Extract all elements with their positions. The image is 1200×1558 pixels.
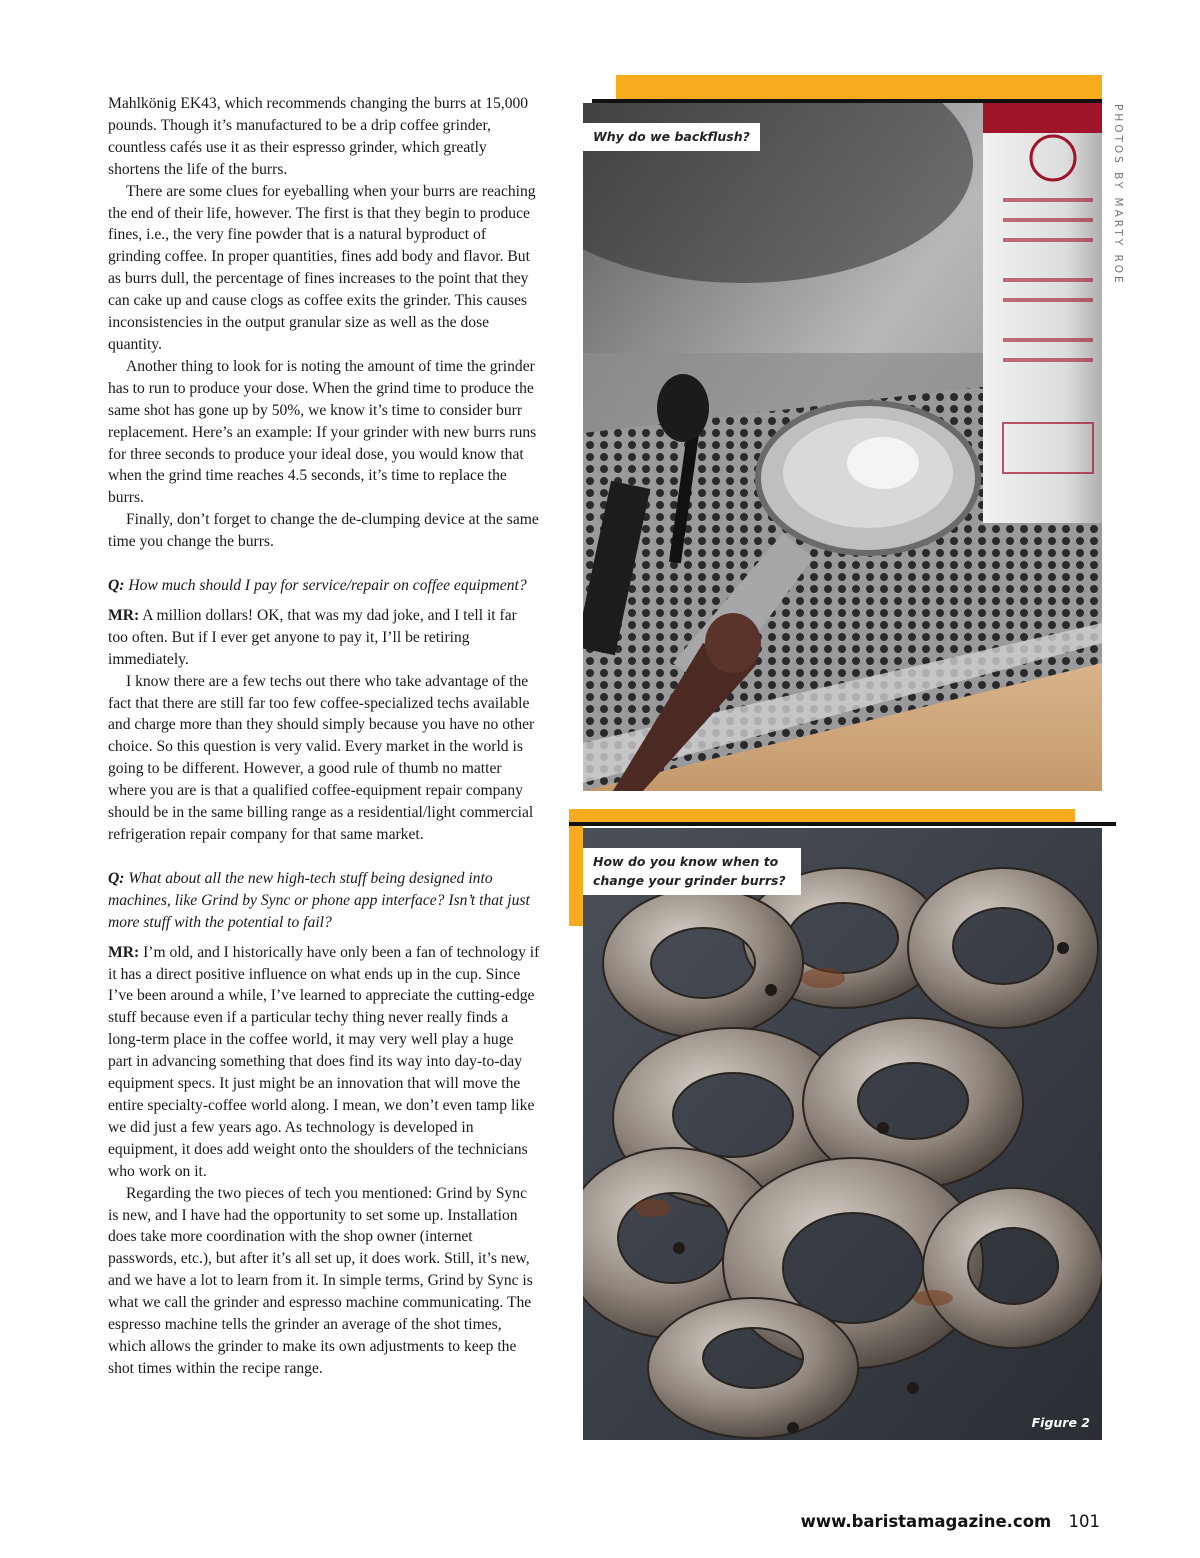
answer-label: MR: [108, 606, 140, 624]
backflush-photo [583, 103, 1102, 791]
question-label: Q: [108, 577, 125, 595]
answer-text: I’m old, and I historically have only been a fan of technology if it has a direct positive influence on what ends up in the cup. Since I’ve been around a while, I’ve learned to appreciate the cutting-edge stuff because even if a particular techy thing never really finds a long-term place in the coffee world, it may very well play a huge part in advancing something that does find its way into day-to-day equipment specs. It just might be an innovation that will move the entire specialty-coffee world along. I mean, we don’t even tamp like we did just a few years ago. As technology is developed in equipment, it does add weight onto the shoulders of the technicians who work on it. [108, 943, 540, 1180]
answer [108, 605, 540, 671]
answer-label: MR: [108, 943, 140, 961]
paragraph: Mahlkönig EK43, which recommends changing the burrs at 15,000 pounds. Though it’s manufactured to be a drip coffee grinder, countless cafés use it as their espresso grinder, which greatly shortens the life of the burrs. [108, 95, 529, 178]
photo-credit: PHOTOS BY MARTY ROE [1112, 104, 1124, 286]
photo-caption: Why do we backflush? [583, 123, 760, 151]
answer [108, 942, 540, 1183]
burrs-photo [583, 828, 1102, 1440]
photo-caption: How do you know when to change your grinder burrs? [583, 848, 801, 895]
paragraph: There are some clues for eyeballing when your burrs are reaching the end of their life, however. The first is that they begin to produce fines, i.e., the very fine powder that is a natural byproduct of grinding coffee. In proper quantities, fines add body and flavor. But as burrs dull, the percentage of fines increases to the point that they can cake up and cause clogs as coffee exits the grinder. This causes inconsistencies in the output granular size as well as the dose quantity. [108, 182, 536, 353]
question [108, 868, 540, 934]
paragraph: Another thing to look for is noting the amount of time the grinder has to run to produce your dose. When the grind time to produce the same shot has gone up by 50%, we know it’s time to consider burr replacement. Here’s an example: If your grinder with new burrs runs for three seconds to produce your ideal dose, you would know that when the grind time reaches 4.5 seconds, it’s time to replace the burrs. [108, 357, 537, 507]
question [108, 575, 540, 597]
rule-line [569, 822, 1116, 826]
page-footer [801, 1512, 1100, 1531]
question-text: What about all the new high-tech stuff being designed into machines, like Grind by Sync or phone app interface? Isn’t that just more stuff with the potential to fail? [108, 869, 530, 931]
page-number: 101 [1068, 1512, 1100, 1531]
footer-url[interactable]: www.baristamagazine.com [800, 1512, 1052, 1531]
answer-text: A million dollars! OK, that was my dad joke, and I tell it far too often. But if I ever get anyone to pay it, I’ll be retiring immediately. [108, 606, 517, 668]
question-text: How much should I pay for service/repair on coffee equipment? [128, 577, 527, 595]
paragraph: Regarding the two pieces of tech you mentioned: Grind by Sync is new, and I have had the opportunity to set some up. Installation does take more coordination with the shop owner (internet passwords, etc.), but after it’s all set up, it does work. Still, it’s new, and we have a lot to learn from it. In simple terms, Grind by Sync is what we call the grinder and espresso machine communicating. The espresso machine tells the grinder an average of the shot times, which allows the grinder to make its own adjustments to keep the shot times within the recipe range. [108, 1184, 533, 1377]
paragraph: Finally, don’t forget to change the de-clumping device at the same time you change the burrs. [108, 511, 539, 551]
paragraph: I know there are a few techs out there who take advantage of the fact that there are still far too few coffee-specialized techs available and charge more than they should simply because you have no other choice. So this question is very valid. Every market in the world is going to be different. However, a good rule of thumb no matter where you are is that a qualified coffee-equipment repair company should be in the same billing range as a residential/light commercial refrigeration repair company for that same market. [108, 672, 535, 843]
article-body [108, 93, 540, 1380]
question-label: Q: [108, 869, 125, 887]
accent-bar [616, 75, 1102, 99]
accent-bar-vertical [569, 824, 583, 926]
figure-label: Figure 2 [1031, 1415, 1090, 1430]
